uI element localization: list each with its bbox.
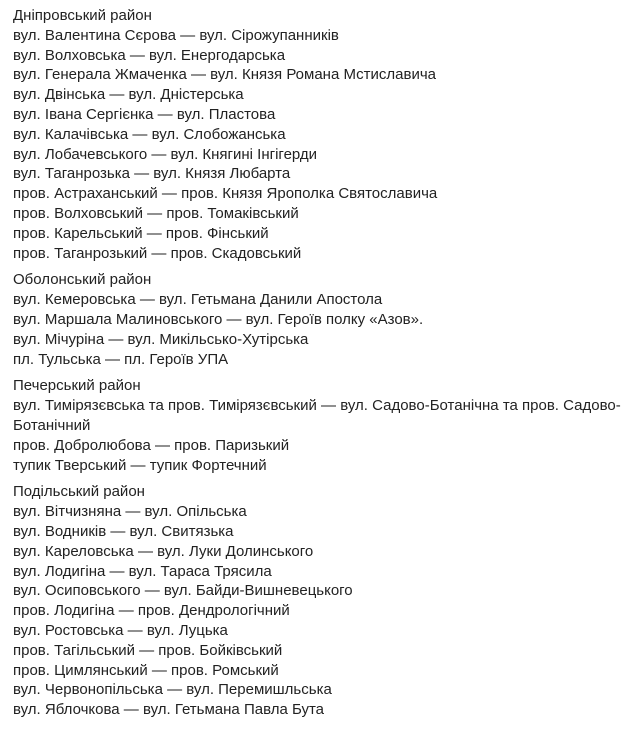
rename-entry: вул. Івана Сергієнка — вул. Пластова	[13, 105, 276, 123]
rename-entry: пров. Цимлянський — пров. Ромський	[13, 661, 279, 679]
rename-entry: вул. Лобачевського — вул. Княгині Інгігерди	[13, 145, 318, 163]
rename-entry: вул. Тимірязєвська та пров. Тимірязєвський — вул. Садово-Ботанічна та пров. Садово-Ботанічний	[13, 397, 621, 434]
rename-entry: вул. Яблочкова — вул. Гетьмана Павла Бута	[13, 701, 325, 719]
rename-entry: вул. Валентина Сєрова — вул. Сірожупанників	[13, 26, 339, 44]
rename-entry: пров. Таганрозький — пров. Скадовський	[13, 244, 302, 262]
rename-entry: вул. Двінська — вул. Дністерська	[13, 86, 244, 104]
rename-entry: вул. Осиповського — вул. Байди-Вишневецького	[13, 582, 353, 600]
district-section	[13, 482, 621, 720]
rename-entry: пров. Добролюбова — пров. Паризький	[13, 436, 290, 454]
district-section	[13, 6, 621, 263]
rename-entry: вул. Червонопільська — вул. Перемишльська	[13, 681, 332, 699]
rename-entry: вул. Волховська — вул. Енергодарська	[13, 46, 286, 64]
rename-entry: пров. Лодигіна — пров. Дендрологічний	[13, 602, 290, 620]
rename-entry: вул. Кареловська — вул. Луки Долинського	[13, 542, 314, 560]
rename-entry: вул. Ростовська — вул. Луцька	[13, 621, 228, 639]
district-title: Дніпровський район	[13, 7, 152, 24]
district-section	[13, 376, 621, 475]
rename-entry: вул. Кемеровська — вул. Гетьмана Данили Апостола	[13, 291, 383, 309]
rename-entry: пров. Карельський — пров. Фінський	[13, 224, 269, 242]
district-title: Подільський район	[13, 483, 145, 501]
district-title: Оболонський район	[13, 271, 152, 289]
rename-entry: пров. Тагільський — пров. Бойківський	[13, 641, 283, 659]
rename-entry: тупик Тверський — тупик Фортечний	[13, 456, 267, 474]
district-title: Печерський район	[13, 377, 141, 395]
district-section	[13, 270, 621, 369]
rename-entry: пл. Тульська — пл. Героїв УПА	[13, 350, 229, 368]
rename-entry: вул. Маршала Малиновського — вул. Героїв полку «Азов».	[13, 310, 424, 328]
rename-entry: вул. Водників — вул. Свитязька	[13, 522, 234, 540]
rename-entry: вул. Таганрозька — вул. Князя Любарта	[13, 165, 291, 183]
rename-entry: вул. Лодигіна — вул. Тараса Трясила	[13, 562, 272, 580]
rename-entry: вул. Вітчизняна — вул. Опільська	[13, 503, 247, 521]
rename-entry: вул. Калачівська — вул. Слобожанська	[13, 125, 286, 143]
rename-entry: пров. Астраханський — пров. Князя Ярополка Святославича	[13, 185, 438, 203]
rename-entry: вул. Мічуріна — вул. Микільсько-Хутірська	[13, 330, 309, 348]
rename-entry: вул. Генерала Жмаченка — вул. Князя Романа Мстиславича	[13, 66, 436, 84]
rename-entry: пров. Волховський — пров. Томаківський	[13, 204, 299, 222]
